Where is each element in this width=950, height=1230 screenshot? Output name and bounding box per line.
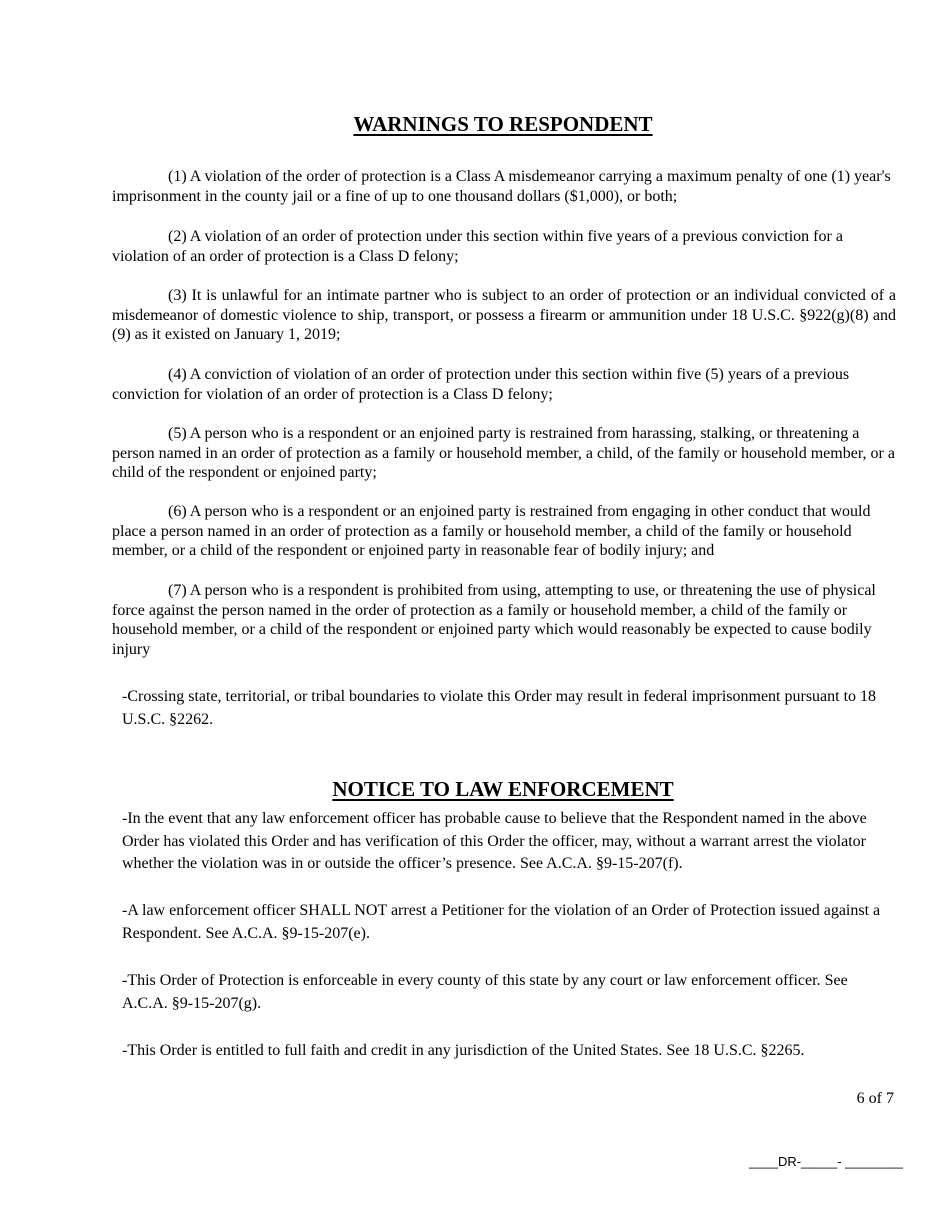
crossing-boundaries-note: -Crossing state, territorial, or tribal boundaries to violate this Order may result in federal imprisonment pursuant to 18 U.S.C. §2262. xyxy=(122,688,877,728)
warning-item: (5) A person who is a respondent or an enjoined party is restrained from harassing, stalking, or threatening a person named in an order of protection as a family or household member, a child, of the family or household member, or a child of the respondent or enjoined party; xyxy=(112,425,895,482)
notice-item: -This Order of Protection is enforceable in every county of this state by any court or law enforcement officer. See A.C.A. §9-15-207(g). xyxy=(122,972,848,1012)
warning-item: (3) It is unlawful for an intimate partner who is subject to an order of protection or an individual convicted of a misdemeanor of domestic violence to ship, transport, or possess a firearm or ammunition under 18 U.S.C. §922(g)(8) and (9) as it existed on January 1, 2019; xyxy=(112,287,896,344)
warning-item: (7) A person who is a respondent is prohibited from using, attempting to use, or threatening the use of physical force against the person named in the order of protection as a family or household member, a child of the family or household member, or a child of the respondent or enjoined party which would reasonably be expected to cause bodily injury xyxy=(112,582,876,658)
warning-item: (4) A conviction of violation of an order of protection under this section within five (5) years of a previous conviction for violation of an order of protection is a Class D felony; xyxy=(112,366,850,403)
warning-item: (2) A violation of an order of protection under this section within five years of a previous conviction for a violation of an order of protection is a Class D felony; xyxy=(112,228,843,265)
warning-item: (6) A person who is a respondent or an enjoined party is restrained from engaging in other conduct that would place a person named in an order of protection as a family or household member, a child of the family or household member, or a child of the respondent or enjoined party in reasonable fear of bodily injury; and xyxy=(112,503,871,560)
notice-item: -This Order is entitled to full faith and credit in any jurisdiction of the United States. See 18 U.S.C. §2265. xyxy=(122,1042,805,1059)
notice-heading: NOTICE TO LAW ENFORCEMENT xyxy=(332,777,674,801)
warnings-heading: WARNINGS TO RESPONDENT xyxy=(353,112,653,136)
page-number: 6 of 7 xyxy=(856,1090,894,1107)
case-number-field: ____DR-_____- ________ xyxy=(749,1154,903,1169)
notice-item: -In the event that any law enforcement officer has probable cause to believe that the Respondent named in the above Order has violated this Order and has verification of this Order the officer, may, without a warrant arrest the violator whether the violation was in or outside the officer’s presence. See A.C.A. §9-15-207(f). xyxy=(122,810,867,872)
notice-item: -A law enforcement officer SHALL NOT arrest a Petitioner for the violation of an Order of Protection issued against a Respondent. See A.C.A. §9-15-207(e). xyxy=(122,902,881,942)
warning-item: (1) A violation of the order of protection is a Class A misdemeanor carrying a maximum penalty of one (1) year's imprisonment in the county jail or a fine of up to one thousand dollars ($1,000), or both; xyxy=(112,168,891,205)
